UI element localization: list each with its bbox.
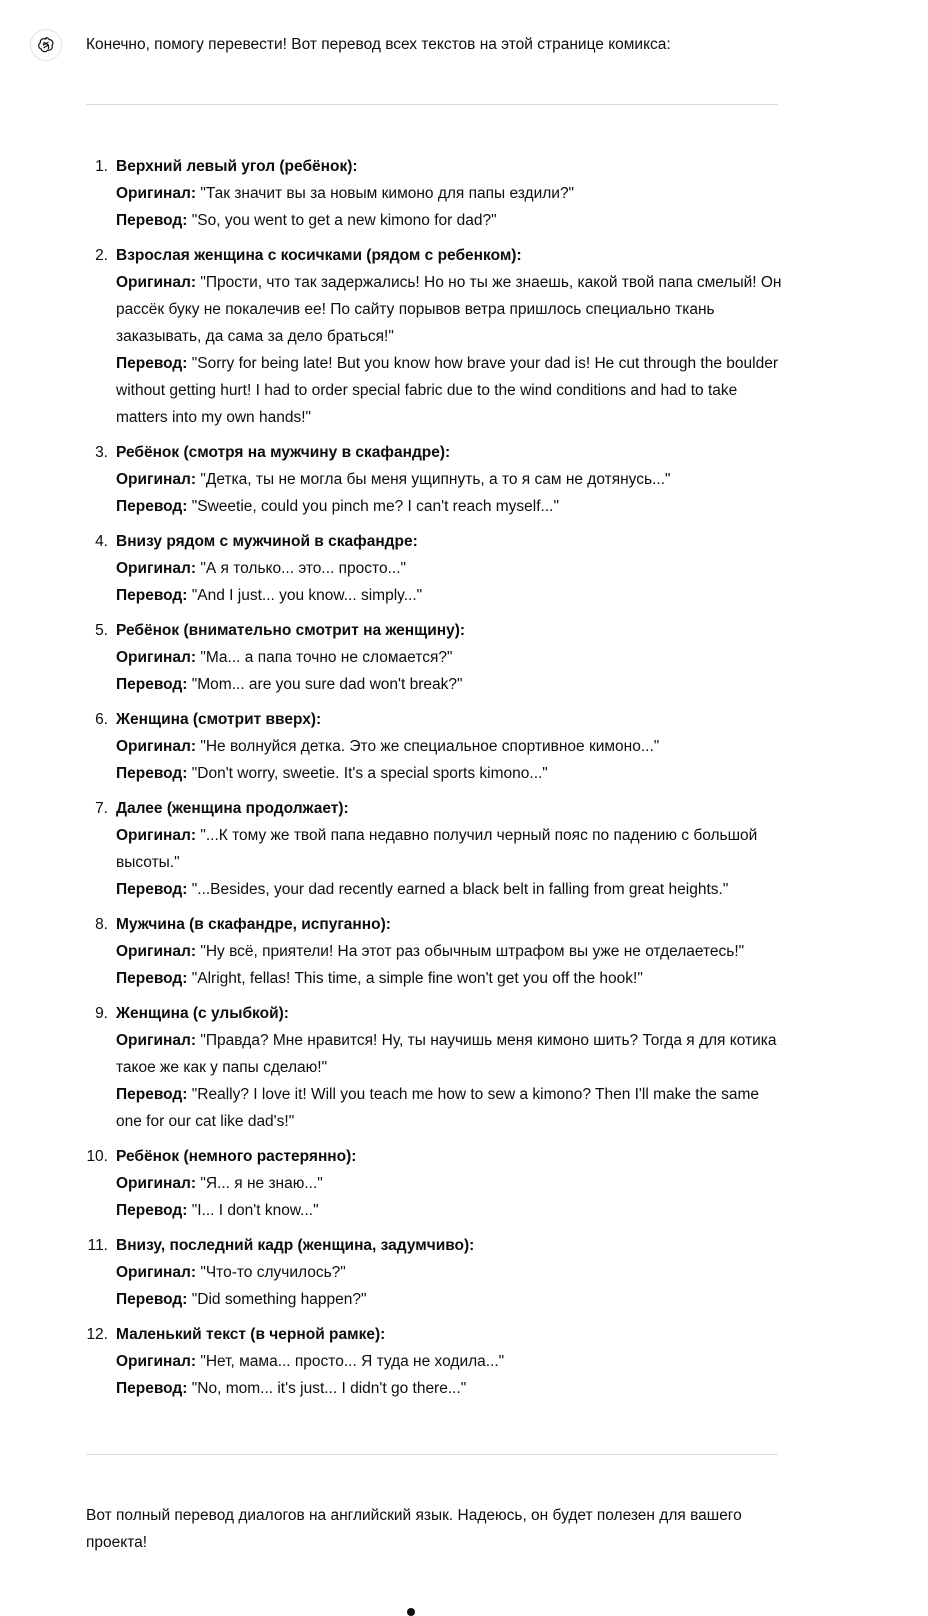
translation-text: "I... I don't know..." bbox=[191, 1202, 319, 1219]
translation-label: Перевод: bbox=[116, 1086, 188, 1103]
translation-label: Перевод: bbox=[116, 355, 188, 372]
original-label: Оригинал: bbox=[116, 943, 197, 960]
list-item bbox=[86, 242, 786, 431]
original-label: Оригинал: bbox=[116, 738, 197, 755]
item-heading: Внизу рядом с мужчиной в скафандре: bbox=[116, 533, 418, 550]
intro-message: Конечно, помогу перевести! Вот перевод всех текстов на этой странице комикса: bbox=[86, 36, 671, 53]
translation-label: Перевод: bbox=[116, 1202, 188, 1219]
item-number: 12. bbox=[86, 1326, 108, 1343]
translation-list bbox=[86, 153, 786, 1410]
original-label: Оригинал: bbox=[116, 274, 197, 291]
list-item bbox=[86, 439, 786, 520]
original-text: "Правда? Мне нравится! Ну, ты научишь меня кимоно шить? Тогда я для котика такое же как у папы сделаю!" bbox=[116, 1032, 777, 1076]
original-text: "А я только... это... просто..." bbox=[200, 560, 407, 577]
translation-line bbox=[116, 760, 786, 787]
translation-label: Перевод: bbox=[116, 1380, 188, 1397]
assistant-avatar bbox=[30, 29, 62, 61]
item-number: 9. bbox=[95, 1005, 108, 1022]
original-text: "Так значит вы за новым кимоно для папы ездили?" bbox=[200, 185, 575, 202]
translation-line bbox=[116, 1286, 786, 1313]
translation-text: "Mom... are you sure dad won't break?" bbox=[191, 676, 463, 693]
translation-text: "No, mom... it's just... I didn't go there..." bbox=[191, 1380, 467, 1397]
original-line bbox=[116, 822, 786, 876]
original-text: "Ма... а папа точно не сломается?" bbox=[200, 649, 453, 666]
translation-label: Перевод: bbox=[116, 676, 188, 693]
item-number: 1. bbox=[95, 158, 108, 175]
translation-label: Перевод: bbox=[116, 587, 188, 604]
translation-label: Перевод: bbox=[116, 498, 188, 515]
item-heading: Верхний левый угол (ребёнок): bbox=[116, 158, 358, 175]
list-item bbox=[86, 795, 786, 903]
translation-line bbox=[116, 207, 786, 234]
translation-label: Перевод: bbox=[116, 1291, 188, 1308]
list-item bbox=[86, 617, 786, 698]
list-item bbox=[86, 528, 786, 609]
list-item bbox=[86, 1321, 786, 1402]
list-item bbox=[86, 1232, 786, 1313]
original-label: Оригинал: bbox=[116, 1032, 197, 1049]
original-line bbox=[116, 733, 786, 760]
translation-line bbox=[116, 582, 786, 609]
item-heading: Мужчина (в скафандре, испуганно): bbox=[116, 916, 391, 933]
list-item bbox=[86, 153, 786, 234]
original-line bbox=[116, 1259, 786, 1286]
translation-text: "Did something happen?" bbox=[191, 1291, 367, 1308]
translation-line bbox=[116, 1375, 786, 1402]
item-heading: Маленький текст (в черной рамке): bbox=[116, 1326, 386, 1343]
item-heading: Внизу, последний кадр (женщина, задумчиво): bbox=[116, 1237, 475, 1254]
original-label: Оригинал: bbox=[116, 827, 197, 844]
item-number: 11. bbox=[87, 1237, 108, 1254]
item-number: 10. bbox=[86, 1148, 108, 1165]
original-label: Оригинал: bbox=[116, 1264, 197, 1281]
translation-text: "Really? I love it! Will you teach me how to sew a kimono? Then I'll make the same one for our cat like dad's!" bbox=[116, 1086, 760, 1130]
original-line bbox=[116, 1348, 786, 1375]
divider-top bbox=[86, 104, 778, 105]
translation-line bbox=[116, 876, 786, 903]
list-item bbox=[86, 1143, 786, 1224]
item-number: 2. bbox=[95, 247, 108, 264]
translation-line bbox=[116, 493, 786, 520]
item-heading: Далее (женщина продолжает): bbox=[116, 800, 349, 817]
original-label: Оригинал: bbox=[116, 1175, 197, 1192]
original-text: "Не волнуйся детка. Это же специальное спортивное кимоно..." bbox=[200, 738, 660, 755]
original-text: "Ну всё, приятели! На этот раз обычным штрафом вы уже не отделаетесь!" bbox=[200, 943, 745, 960]
translation-label: Перевод: bbox=[116, 212, 188, 229]
original-line bbox=[116, 466, 786, 493]
list-item bbox=[86, 706, 786, 787]
original-line bbox=[116, 555, 786, 582]
item-number: 7. bbox=[95, 800, 108, 817]
item-heading: Женщина (смотрит вверх): bbox=[116, 711, 322, 728]
original-text: "Нет, мама... просто... Я туда не ходила..." bbox=[200, 1353, 505, 1370]
list-item bbox=[86, 911, 786, 992]
translation-line bbox=[116, 350, 786, 431]
translation-text: "And I just... you know... simply..." bbox=[191, 587, 423, 604]
item-heading: Взрослая женщина с косичками (рядом с ребенком): bbox=[116, 247, 522, 264]
original-text: "Я... я не знаю..." bbox=[200, 1175, 323, 1192]
translation-text: "Alright, fellas! This time, a simple fine won't get you off the hook!" bbox=[191, 970, 643, 987]
original-text: "Детка, ты не могла бы меня ущипнуть, а то я сам не дотянусь..." bbox=[200, 471, 671, 488]
item-number: 5. bbox=[95, 622, 108, 639]
translation-line bbox=[116, 965, 786, 992]
original-line bbox=[116, 269, 786, 350]
original-label: Оригинал: bbox=[116, 185, 197, 202]
translation-line bbox=[116, 671, 786, 698]
original-label: Оригинал: bbox=[116, 471, 197, 488]
item-number: 8. bbox=[95, 916, 108, 933]
translation-text: "Sorry for being late! But you know how brave your dad is! He cut through the boulder without getting hurt! I had to order special fabric due to the wind conditions and had to take matters into my own hands!" bbox=[116, 355, 778, 426]
item-heading: Женщина (с улыбкой): bbox=[116, 1005, 289, 1022]
original-line bbox=[116, 1170, 786, 1197]
original-line bbox=[116, 1027, 786, 1081]
outro-message: Вот полный перевод диалогов на английский язык. Надеюсь, он будет полезен для вашего проекта! bbox=[86, 1507, 742, 1551]
original-text: "Что-то случилось?" bbox=[200, 1264, 346, 1281]
original-label: Оригинал: bbox=[116, 1353, 197, 1370]
original-line bbox=[116, 644, 786, 671]
item-number: 3. bbox=[95, 444, 108, 461]
original-text: "...К тому же твой папа недавно получил черный пояс по падению с большой высоты." bbox=[116, 827, 758, 871]
original-text: "Прости, что так задержались! Но но ты же знаешь, какой твой папа смелый! Он рассёк буку не покалечив ее! По сайту порывов ветра пришлось специально ткань заказывать, да сама за дело браться!" bbox=[116, 274, 782, 345]
item-heading: Ребёнок (внимательно смотрит на женщину): bbox=[116, 622, 466, 639]
original-line bbox=[116, 938, 786, 965]
translation-label: Перевод: bbox=[116, 881, 188, 898]
translation-text: "...Besides, your dad recently earned a black belt in falling from great heights." bbox=[191, 881, 729, 898]
translation-label: Перевод: bbox=[116, 970, 188, 987]
list-item bbox=[86, 1000, 786, 1135]
translation-label: Перевод: bbox=[116, 765, 188, 782]
translation-text: "Sweetie, could you pinch me? I can't reach myself..." bbox=[191, 498, 559, 515]
item-heading: Ребёнок (смотря на мужчину в скафандре): bbox=[116, 444, 451, 461]
translation-text: "Don't worry, sweetie. It's a special sports kimono..." bbox=[191, 765, 548, 782]
original-label: Оригинал: bbox=[116, 649, 197, 666]
original-label: Оригинал: bbox=[116, 560, 197, 577]
translation-line bbox=[116, 1197, 786, 1224]
original-line bbox=[116, 180, 786, 207]
item-number: 4. bbox=[95, 533, 108, 550]
translation-line bbox=[116, 1081, 786, 1135]
item-number: 6. bbox=[95, 711, 108, 728]
openai-logo-icon bbox=[36, 35, 56, 55]
divider-bottom bbox=[86, 1454, 778, 1455]
item-heading: Ребёнок (немного растерянно): bbox=[116, 1148, 357, 1165]
translation-text: "So, you went to get a new kimono for dad?" bbox=[191, 212, 497, 229]
